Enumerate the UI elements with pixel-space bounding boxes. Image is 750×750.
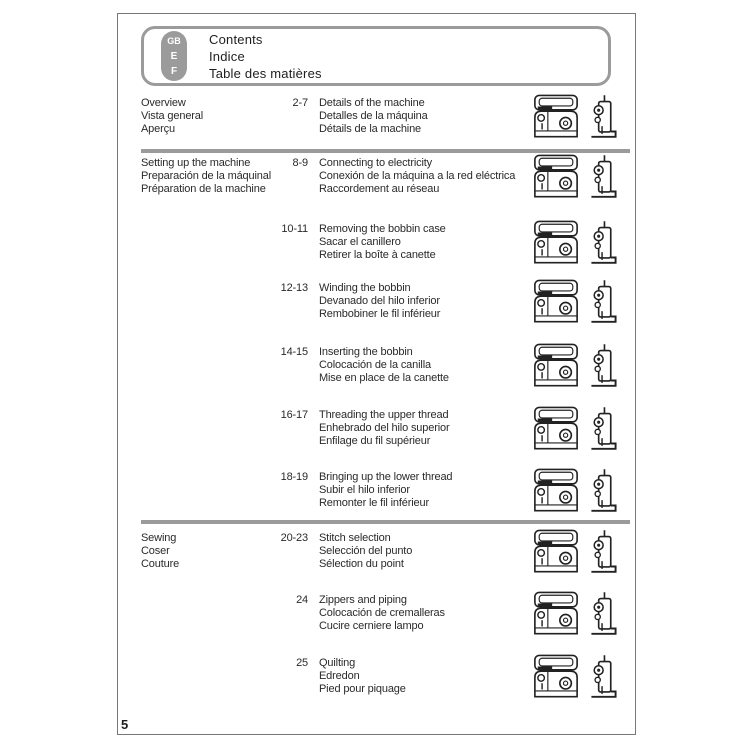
sewing-machine-side-icon xyxy=(589,654,618,699)
entry-title: Stitch selection Selección del punto Sélection du point xyxy=(319,532,413,570)
sewing-machine-front-icon xyxy=(532,94,580,139)
entry-title: Quilting Edredon Pied pour piquage xyxy=(319,657,406,695)
entry-title: Details of the machine Detalles de la máquina Détails de la machine xyxy=(319,97,428,135)
entry-title: Zippers and piping Colocación de cremalleras Cucire cerniere lampo xyxy=(319,594,445,632)
sewing-machine-front-icon xyxy=(532,591,580,636)
sewing-machine-side-icon xyxy=(589,94,618,139)
page-range: 25 xyxy=(296,657,308,669)
contents-header-box xyxy=(141,26,611,86)
section-label: Setting up the machine Preparación de la máquinal Préparation de la machine xyxy=(141,157,272,195)
page-range: 10-11 xyxy=(281,223,308,235)
language-label-f: F xyxy=(170,65,178,77)
sewing-machine-side-icon xyxy=(589,279,618,324)
language-badge xyxy=(161,31,187,81)
entry-title: Inserting the bobbin Colocación de la canilla Mise en place de la canette xyxy=(319,346,449,384)
sewing-machine-side-icon xyxy=(589,154,618,199)
sewing-machine-front-icon xyxy=(532,220,580,265)
contents-title-es: Indice xyxy=(209,48,245,64)
entry-title: Threading the upper thread Enhebrado del hilo superior Enfilage du fil supérieur xyxy=(319,409,450,447)
section-divider xyxy=(141,520,630,524)
page-range: 12-13 xyxy=(280,282,308,294)
section-divider xyxy=(141,149,630,153)
sewing-machine-front-icon xyxy=(532,154,580,199)
sewing-machine-side-icon xyxy=(589,468,618,513)
contents-title-fr: Table des matières xyxy=(209,65,322,81)
page-range: 20-23 xyxy=(280,532,308,544)
sewing-machine-front-icon xyxy=(532,406,580,451)
language-label-e: E xyxy=(170,50,178,62)
page-range: 16-17 xyxy=(280,409,308,421)
entry-title: Connecting to electricity Conexión de la máquina a la red eléctrica Raccordement au réseau xyxy=(319,157,516,195)
page-range: 8-9 xyxy=(292,157,308,169)
page-frame xyxy=(117,13,636,735)
sewing-machine-front-icon xyxy=(532,343,580,388)
sewing-machine-side-icon xyxy=(589,529,618,574)
sewing-machine-side-icon xyxy=(589,406,618,451)
page-range: 14-15 xyxy=(280,346,308,358)
entry-title: Removing the bobbin case Sacar el canillero Retirer la boîte à canette xyxy=(319,223,446,261)
sewing-machine-front-icon xyxy=(532,529,580,574)
sewing-machine-side-icon xyxy=(589,343,618,388)
contents-title-en: Contents xyxy=(209,31,263,47)
sewing-machine-front-icon xyxy=(532,279,580,324)
sewing-machine-side-icon xyxy=(589,591,618,636)
section-label: Overview Vista general Aperçu xyxy=(141,97,204,135)
page-range: 2-7 xyxy=(292,97,308,109)
section-label: Sewing Coser Couture xyxy=(141,532,180,570)
entry-title: Winding the bobbin Devanado del hilo inferior Rembobiner le fil inférieur xyxy=(319,282,441,320)
sewing-machine-side-icon xyxy=(589,220,618,265)
language-label-gb: GB xyxy=(167,35,181,46)
entry-title: Bringing up the lower thread Subir el hilo inferior Remonter le fil inférieur xyxy=(319,471,453,509)
sewing-machine-front-icon xyxy=(532,654,580,699)
sewing-machine-front-icon xyxy=(532,468,580,513)
page-range: 24 xyxy=(296,594,308,606)
page-range: 18-19 xyxy=(280,471,308,483)
page-number: 5 xyxy=(121,717,129,732)
contents-title-block xyxy=(209,31,322,82)
